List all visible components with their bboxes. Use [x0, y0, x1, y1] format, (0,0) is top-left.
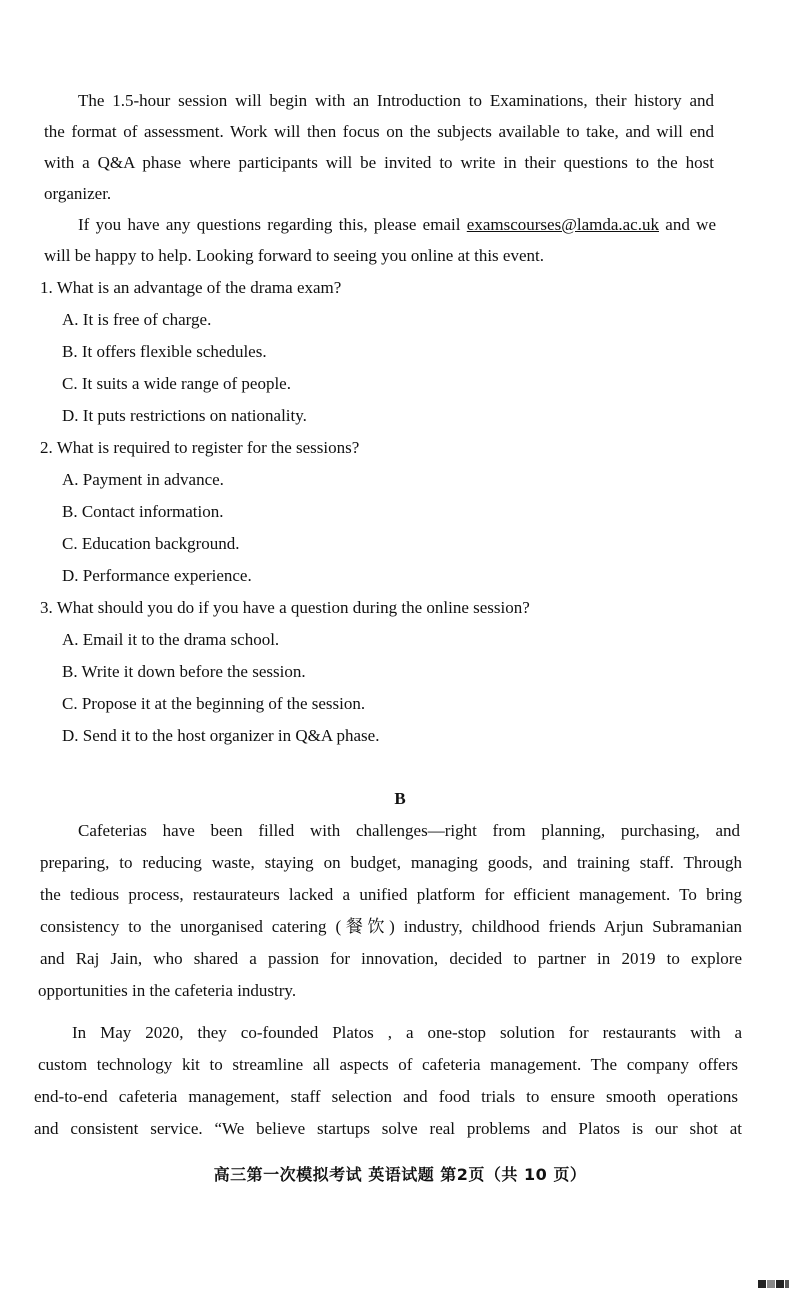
passage-a-p1-line2: the format of assessment. Work will then focus on the subjects available to take, and will end: [44, 122, 714, 141]
question-3-option-a: A. Email it to the drama school.: [62, 630, 280, 649]
passage-b-p1-line5: and Raj Jain, who shared a passion for innovation, decided to partner in 2019 to explore: [40, 949, 742, 968]
question-3-option-b: B. Write it down before the session.: [62, 662, 306, 681]
passage-a-p1-line1: The 1.5-hour session will begin with an Introduction to Examinations, their history and: [78, 91, 714, 110]
passage-b-p1-line1: Cafeterias have been filled with challenges—right from planning, purchasing, and: [78, 821, 740, 840]
passage-b-p1-line6: opportunities in the cafeteria industry.: [38, 981, 297, 1000]
question-2-option-d: D. Performance experience.: [62, 566, 252, 585]
question-1-option-b: B. It offers flexible schedules.: [62, 342, 267, 361]
question-2-option-a: A. Payment in advance.: [62, 470, 224, 489]
email-link[interactable]: examscourses@lamda.ac.uk: [466, 215, 659, 234]
question-3-option-c: C. Propose it at the beginning of the session.: [62, 694, 366, 713]
passage-b-p2-line2: custom technology kit to streamline all aspects of cafeteria management. The company offers: [38, 1055, 738, 1074]
question-2-option-b: B. Contact information.: [62, 502, 224, 521]
passage-b-p2-line4: and consistent service. “We believe startups solve real problems and Platos is our shot at: [34, 1119, 742, 1138]
question-2-stem: 2. What is required to register for the sessions?: [40, 438, 360, 457]
passage-a-p2-line1: [78, 214, 716, 236]
passage-a-p1-line4: organizer.: [44, 184, 112, 203]
question-3-option-d: D. Send it to the host organizer in Q&A phase.: [62, 726, 380, 745]
question-1-option-a: A. It is free of charge.: [62, 310, 212, 329]
question-1-option-d: D. It puts restrictions on nationality.: [62, 406, 307, 425]
passage-a-p2-text: If you have any questions regarding this, please email: [78, 215, 467, 234]
section-heading: B: [394, 789, 406, 808]
passage-a-p1-line3: with a Q&A phase where participants will be invited to write in their questions to the host: [44, 153, 714, 172]
passage-b-p1-line3: the tedious process, restaurateurs lacked a unified platform for efficient management. To bring: [40, 885, 742, 904]
page-footer: 高三第一次模拟考试 英语试题 第2页（共 10 页）: [213, 1165, 587, 1184]
qr-code-icon: [758, 1280, 794, 1290]
passage-b-p1-line2: preparing, to reducing waste, staying on budget, managing goods, and training staff. Through: [40, 853, 742, 872]
question-2-option-c: C. Education background.: [62, 534, 240, 553]
passage-b-p1-line4: consistency to the unorganised catering (餐饮) industry, childhood friends Arjun Subramanian: [40, 917, 742, 936]
passage-b-p2-line1: In May 2020, they co-founded Platos , a one-stop solution for restaurants with a: [72, 1023, 742, 1042]
passage-b-p2-line3: end-to-end cafeteria management, staff selection and food trials to ensure smooth operations: [34, 1087, 738, 1106]
passage-a-p2-line2: will be happy to help. Looking forward to seeing you online at this event.: [44, 246, 544, 265]
question-1-stem: 1. What is an advantage of the drama exam?: [40, 278, 342, 297]
question-3-stem: 3. What should you do if you have a question during the online session?: [40, 598, 530, 617]
passage-a-p2-text-end: and we: [658, 215, 716, 234]
question-1-option-c: C. It suits a wide range of people.: [62, 374, 291, 393]
